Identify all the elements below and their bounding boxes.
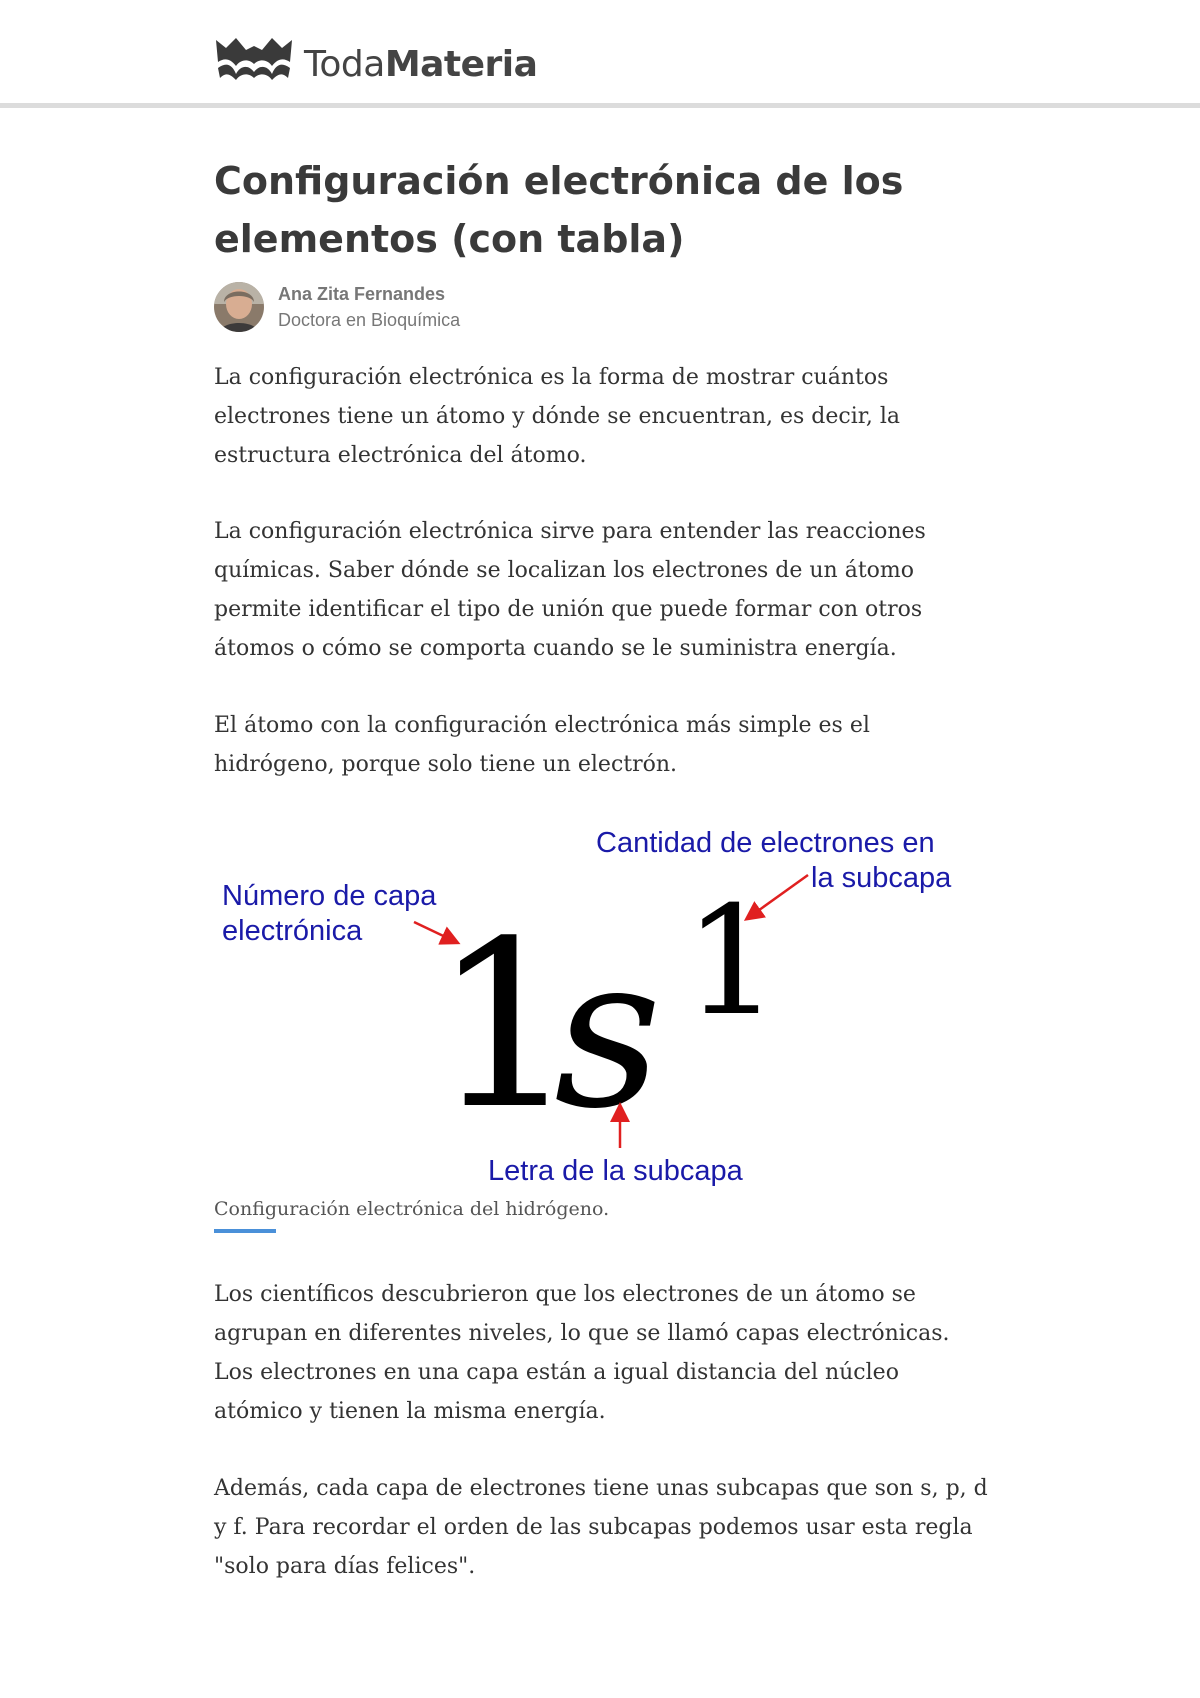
shell-number: 1	[432, 893, 579, 1160]
logo-text-bold: Materia	[384, 44, 538, 85]
label-count-line2: la subcapa	[811, 862, 952, 894]
paragraph-hydrogen: El átomo con la configuración electrónica más simple es el hidrógeno, porque solo tiene un electrón.	[214, 713, 870, 777]
subshell-letter: s	[554, 910, 662, 1155]
paragraph-subshells: Además, cada capa de electrones tiene unas subcapas que son s, p, d y f. Para recordar el orden de las subcapas podemos usar esta regla "solo para días felices".	[214, 1476, 988, 1579]
paragraph-intro: La configuración electrónica es la forma de mostrar cuántos electrones tiene un átomo y dónde se encuentran, es decir, la estructura electrónica del átomo.	[214, 365, 900, 468]
author-role: Doctora en Bioquímica	[278, 310, 461, 330]
electron-count: 1	[684, 875, 780, 1049]
label-count-line1: Cantidad de electrones en	[596, 827, 935, 859]
wolf-head-logo-icon	[214, 34, 294, 82]
figure-caption: Configuración electrónica del hidrógeno.	[214, 1198, 610, 1220]
author-name[interactable]: Ana Zita Fernandes	[278, 284, 446, 304]
logo-text-light: Toda	[304, 44, 385, 85]
site-header	[0, 0, 1200, 108]
paragraph-shells: Los científicos descubrieron que los electrones de un átomo se agrupan en diferentes niveles, lo que se llamó capas electrónicas. Los electrones en una capa están a igual distancia del núcleo atómico y tienen la misma energía.	[214, 1282, 950, 1424]
label-shell-line2: electrónica	[222, 915, 363, 947]
caption-accent-bar	[214, 1229, 276, 1233]
logo-text	[304, 44, 537, 85]
paragraph-purpose: La configuración electrónica sirve para entender las reacciones químicas. Saber dónde se localizan los electrones de un átomo permite identificar el tipo de unión que puede formar con otros átomos o cómo se comporta cuando se le suministra energía.	[214, 519, 926, 661]
label-shell-line1: Número de capa	[222, 880, 437, 912]
hydrogen-configuration-figure	[214, 815, 994, 1195]
article-title: Configuración electrónica de los elementos (con tabla)	[214, 159, 904, 261]
label-letter: Letra de la subcapa	[488, 1155, 743, 1187]
author-avatar[interactable]	[214, 282, 264, 332]
